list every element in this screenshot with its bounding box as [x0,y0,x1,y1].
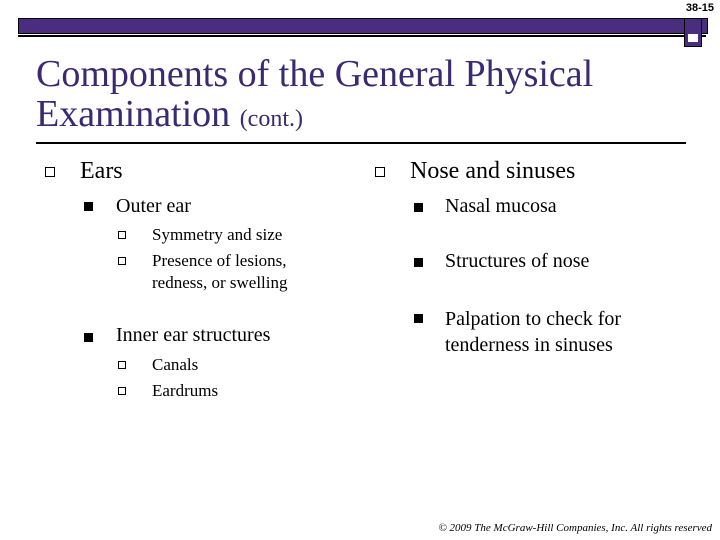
hollow-square-bullet-icon [375,167,385,177]
header-band [18,18,708,34]
small-square-bullet-icon [118,387,126,395]
inner-ear-item: Canals [152,355,199,374]
header-rule [18,35,706,37]
slide-title [36,54,676,139]
ears-heading: Ears [80,158,123,184]
hollow-square-bullet-icon [45,167,55,177]
inner-ear-item: Eardrums [152,381,219,400]
square-bullet-icon [414,314,423,323]
small-square-bullet-icon [118,231,126,239]
nose-item: Palpation to check for tenderness in sinuses [445,308,622,356]
outer-ear-label: Outer ear [116,195,191,217]
outer-ear-item: Symmetry and size [152,225,283,244]
title-rule [36,142,686,144]
square-bullet-icon [84,333,93,342]
corner-decoration [684,18,702,47]
nose-heading: Nose and sinuses [410,158,576,184]
slide-number: 38-15 [685,2,714,14]
small-square-bullet-icon [118,361,126,369]
nose-item: Nasal mucosa [445,195,557,217]
outer-ear-item: Presence of lesions, redness, or swelling [152,251,288,292]
title-suffix: (cont.) [239,106,303,132]
square-bullet-icon [84,202,93,211]
small-square-bullet-icon [118,257,126,265]
square-bullet-icon [414,203,423,212]
inner-ear-label: Inner ear structures [116,324,271,346]
title-main: Components of the General Physical Examination [36,53,594,135]
square-bullet-icon [414,258,423,267]
nose-item: Structures of nose [445,250,590,272]
copyright-footer: © 2009 The McGraw-Hill Companies, Inc. All rights reserved [438,522,712,534]
